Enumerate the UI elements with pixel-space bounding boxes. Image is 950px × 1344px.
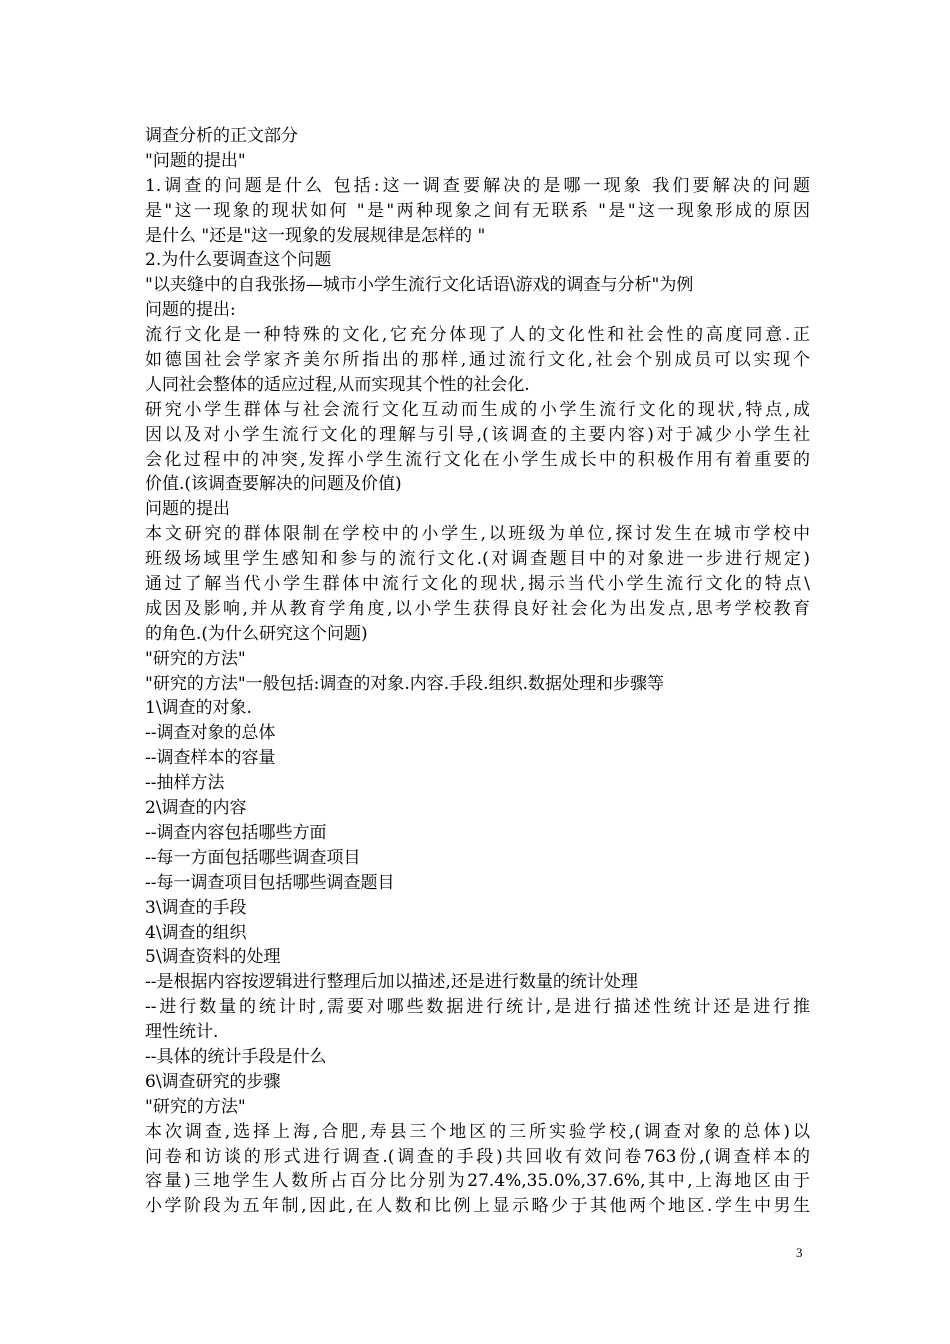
text-line: 因以及对小学生流行文化的理解与引导,(该调查的主要内容)对于减少小学生社 xyxy=(145,424,810,445)
text-line: 是"这一现象的现状如何 "是"两种现象之间有无联系 "是"这一现象形成的原因 xyxy=(145,200,810,221)
text-line: 小学阶段为五年制,因此,在人数和比例上显示略少于其他两个地区.学生中男生 xyxy=(145,1196,810,1217)
text-line: 的角色.(为什么研究这个问题) xyxy=(145,623,368,644)
text-line: "研究的方法" xyxy=(145,1096,246,1117)
text-line: 3\调查的手段 xyxy=(145,897,247,918)
text-line: 流行文化是一种特殊的文化,它充分体现了人的文化性和社会性的高度同意.正 xyxy=(145,325,810,346)
text-line: 班级场域里学生感知和参与的流行文化.(对调查题目中的对象进一步进行规定) xyxy=(145,549,810,570)
text-line: 5\调查资料的处理 xyxy=(145,947,281,968)
text-line: 本文研究的群体限制在学校中的小学生,以班级为单位,探讨发生在城市学校中 xyxy=(145,524,810,545)
text-line: --调查对象的总体 xyxy=(145,723,276,744)
text-line: 2\调查的内容 xyxy=(145,798,247,819)
text-line: 人同社会整体的适应过程,从而实现其个性的社会化. xyxy=(145,374,530,395)
text-line: 价值.(该调查要解决的问题及价值) xyxy=(145,474,402,495)
text-line: "以夹缝中的自我张扬—城市小学生流行文化话语\游戏的调查与分析"为例 xyxy=(145,275,694,296)
text-line: "问题的提出" xyxy=(145,150,246,171)
text-line: 如德国社会学家齐美尔所指出的那样,通过流行文化,社会个别成员可以实现个 xyxy=(145,350,810,371)
text-line: --调查样本的容量 xyxy=(145,748,276,769)
text-line: "研究的方法" xyxy=(145,648,246,669)
text-line: 问卷和访谈的形式进行调查.(调查的手段)共回收有效问卷763份,(调查样本的 xyxy=(145,1146,810,1167)
text-line: 4\调查的组织 xyxy=(145,922,247,943)
text-line: --调查内容包括哪些方面 xyxy=(145,822,327,843)
text-line: 是什么 "还是"这一现象的发展规律是怎样的 " xyxy=(145,225,486,246)
text-line: 1\调查的对象. xyxy=(145,698,252,719)
text-line: --每一调查项目包括哪些调查题目 xyxy=(145,872,395,893)
text-line: 1.调查的问题是什么 包括:这一调查要解决的是哪一现象 我们要解决的问题 xyxy=(145,175,810,196)
text-line: 研究小学生群体与社会流行文化互动而生成的小学生流行文化的现状,特点,成 xyxy=(145,399,810,420)
text-line: 容量)三地学生人数所占百分比分别为27.4%,35.0%,37.6%,其中,上海地区由于 xyxy=(145,1171,810,1192)
text-line: 2.为什么要调查这个问题 xyxy=(145,250,332,271)
text-line: 理性统计. xyxy=(145,1022,219,1043)
text-line: 问题的提出: xyxy=(145,300,236,321)
text-line: 成因及影响,并从教育学角度,以小学生获得良好社会化为出发点,思考学校教育 xyxy=(145,598,810,619)
text-line: 通过了解当代小学生群体中流行文化的现状,揭示当代小学生流行文化的特点\ xyxy=(145,574,810,595)
text-line: --每一方面包括哪些调查项目 xyxy=(145,847,361,868)
text-line: --是根据内容按逻辑进行整理后加以描述,还是进行数量的统计处理 xyxy=(145,972,638,993)
text-line: 会化过程中的冲突,发挥小学生流行文化在小学生成长中的积极作用有着重要的 xyxy=(145,449,810,470)
text-line: "研究的方法"一般包括:调查的对象.内容.手段.组织.数据处理和步骤等 xyxy=(145,673,664,694)
text-line: 问题的提出 xyxy=(145,499,230,520)
page-number: 3 xyxy=(796,1245,803,1260)
text-line: --进行数量的统计时,需要对哪些数据进行统计,是进行描述性统计还是进行推 xyxy=(145,997,810,1018)
text-line: --具体的统计手段是什么 xyxy=(145,1046,327,1067)
text-line: --抽样方法 xyxy=(145,773,225,794)
text-line: 调查分析的正文部分 xyxy=(145,126,298,146)
text-line: 本次调查,选择上海,合肥,寿县三个地区的三所实验学校,(调查对象的总体)以 xyxy=(145,1121,810,1142)
document-body xyxy=(145,124,810,1219)
text-line: 6\调查研究的步骤 xyxy=(145,1071,281,1092)
